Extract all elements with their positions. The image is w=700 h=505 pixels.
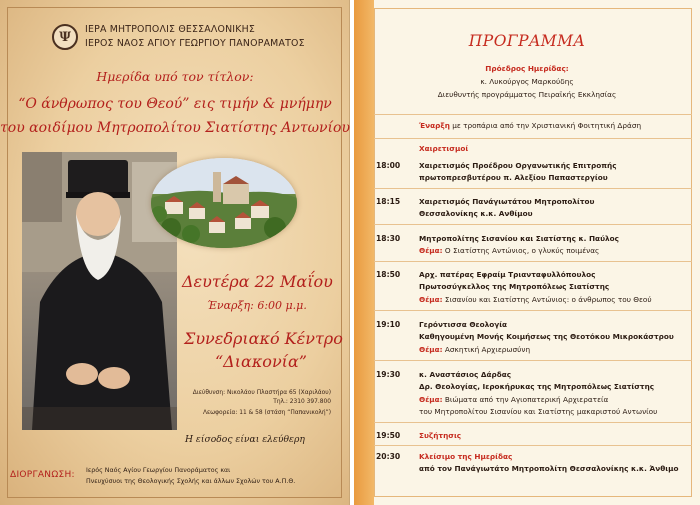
event-date: Δευτέρα 22 Μαΐου [182,272,333,291]
town-photo [151,158,297,248]
topic-label: Θέμα: [419,345,443,354]
schedule-speaker-role: Δρ. Θεολογίας, Ιεροκήρυκας της Μητροπόλεως Σιατίστης [419,382,655,391]
divider [374,114,692,115]
schedule-time: 19:10 [376,320,401,329]
schedule-item: Συζήτησις [419,431,462,440]
topic-label: Θέμα: [419,246,443,255]
opening-label: Έναρξη [419,121,450,130]
schedule-item-detail: από τον Πανάγιωτάτο Μητροπολίτη Θεσσαλονίκης κ.κ. Άνθιμο [419,464,679,473]
schedule-topic [419,345,530,354]
schedule-topic-cont: του Μητροπολίτου Σισανίου και Σιατίστης μακαριστού Αντωνίου [419,407,658,416]
schedule-speaker: Αρχ. πατέρας Εφραίμ Τριανταφυλλόπουλος [419,270,596,279]
schedule-time: 20:30 [376,452,401,461]
schedule-speaker-role: Πρωτοσύγκελλος της Μητροπόλεως Σιατίστης [419,282,610,291]
divider [374,138,692,139]
divider [374,310,692,311]
divider [374,188,692,189]
event-title-line1: “Ο άνθρωπος του Θεού” εις τιμήν & μνήμην [18,96,332,112]
venue-address: Διεύθυνση: Νικολάου Πλαστήρα 65 (Χαριλάου) [192,390,331,396]
venue-phone: Τηλ.: 2310 397.800 [273,399,331,405]
schedule-time: 18:30 [376,234,401,243]
schedule-topic [419,295,652,304]
opening-line [419,121,641,130]
event-subtitle: Ημερίδα υπό τον τίτλον: [96,69,254,84]
schedule-speaker-role: πρωτοπρεσβυτέρου π. Αλεξίου Παπαστεργίου [419,173,608,182]
organizers-label: ΔΙΟΡΓΑΝΩΣΗ: [10,470,75,480]
topic-text: Ο Σιατίστης Αντώνιος, ο γλυκύς ποιμένας [442,246,600,255]
schedule-speaker: Χαιρετισμός Προέδρου Οργανωτικής Επιτροπής [419,161,617,170]
schedule-speaker: Γερόντισσα Θεολογία [419,320,508,329]
schedule-speaker-role: Θεσσαλονίκης κ.κ. Ανθίμου [419,209,533,218]
opening-text: με τροπάρια από την Χριστιανική Φοιτητική Δράση [449,121,642,130]
schedule-speaker: κ. Αναστάσιος Δάρδας [419,370,512,379]
schedule-item: Κλείσιμο της Ημερίδας [419,452,513,461]
schedule-topic [419,395,608,404]
schedule-topic [419,246,599,255]
schedule-time: 18:50 [376,270,401,279]
divider [374,422,692,423]
topic-label: Θέμα: [419,295,443,304]
event-start-time: Έναρξη: 6:00 μ.μ. [207,299,307,312]
venue-name: Συνεδριακό Κέντρο [184,329,343,348]
divider [374,445,692,446]
schedule-speaker: Μητροπολίτης Σισανίου και Σιατίστης κ. Παύλος [419,234,619,243]
schedule-speaker-role: Καθηγουμένη Μονής Κοιμήσεως της Θεοτόκου Μικροκάστρου [419,332,674,341]
organizers-line2: Πνευχύσυοι της Θεολογικής Σχολής και άλλων Σχολών του Α.Π.Θ. [86,478,296,485]
schedule-speaker: Χαιρετισμός Πανάγιωτάτου Μητροπολίτου [419,197,595,206]
schedule-time: 19:50 [376,431,401,440]
topic-text: Βιώματα από την Αγιοπατερική Αρχιερατεία [442,395,609,404]
organizers-line1: Ιερός Ναός Αγίου Γεωργίου Πανοράματος και [86,467,231,474]
orange-side-band [354,0,374,505]
divider [374,261,692,262]
president-label: Πρόεδρος Ημερίδας: [485,64,569,73]
schedule-time: 18:00 [376,161,401,170]
divider [374,360,692,361]
topic-text: Ασκητική Αρχιερωσύνη [442,345,531,354]
invitation-program [354,0,700,505]
metropolis-emblem: Ψ [52,24,78,50]
president-role: Διευθυντής προγράμματος Πειραϊκής Εκκλησίας [437,90,617,99]
president-name: κ. Λυκούργος Μαρκούδης [480,77,574,86]
divider [374,224,692,225]
program-title: ΠΡΟΓΡΑΜΜΑ [468,32,586,50]
greetings-heading: Χαιρετισμοί [419,144,469,153]
topic-text: Σισανίου και Σιατίστης Αντώνιος: ο άνθρωπος του Θεού [442,295,652,304]
venue-subname: “Διακονία” [215,352,307,371]
schedule-time: 19:30 [376,370,401,379]
header-church: ΙΕΡΟΣ ΝΑΟΣ ΑΓΙΟΥ ΓΕΩΡΓΙΟΥ ΠΑΝΟΡΑΜΑΤΟΣ [85,38,305,49]
venue-buses: Λεωφορεία: 11 & 58 (στάση “Παπανικολή”) [202,410,331,416]
event-title-line2: του αοιδίμου Μητροπολίτου Σιατίστης Αντωνίου [0,120,350,136]
free-entry-note: Η είσοδος είναι ελεύθερη [185,434,305,445]
topic-label: Θέμα: [419,395,443,404]
schedule-time: 18:15 [376,197,401,206]
header-metropolis: ΙΕΡΑ ΜΗΤΡΟΠΟΛΙΣ ΘΕΣΣΑΛΟΝΙΚΗΣ [85,24,255,35]
